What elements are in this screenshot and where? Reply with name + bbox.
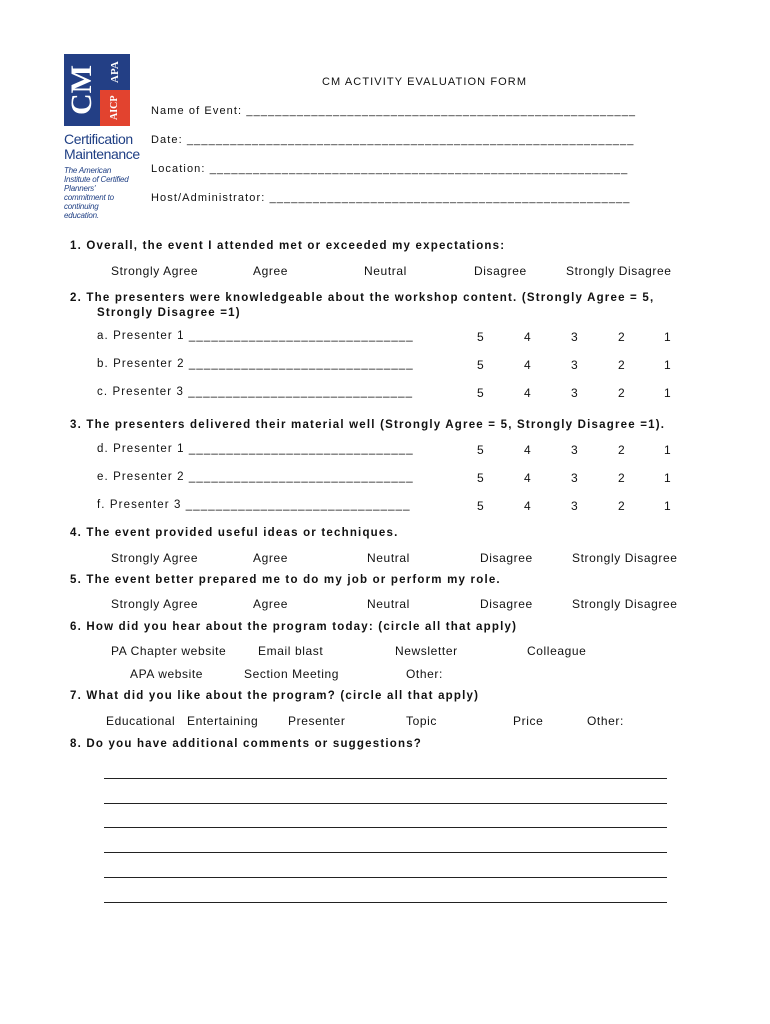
q3-p2-rating-2[interactable]: 2 — [618, 471, 625, 485]
q2-p2-rating-4[interactable]: 4 — [524, 358, 531, 372]
question-2-continued: Strongly Disagree =1) — [97, 307, 241, 319]
q3-p2-rating-1[interactable]: 1 — [664, 471, 671, 485]
q4-option-strongly-disagree[interactable]: Strongly Disagree — [572, 551, 678, 565]
q4-option-strongly-agree[interactable]: Strongly Agree — [111, 551, 199, 565]
q1-option-neutral[interactable]: Neutral — [364, 264, 407, 278]
question-5: 5. The event better prepared me to do my job or perform my role. — [70, 574, 501, 586]
q2-p1-rating-5[interactable]: 5 — [477, 330, 484, 344]
q2-p3-rating-5[interactable]: 5 — [477, 386, 484, 400]
comment-line-6[interactable] — [104, 902, 667, 903]
question-3: 3. The presenters delivered their material well (Strongly Agree = 5, Strongly Disagree =1). — [70, 419, 666, 431]
q2-p1-rating-2[interactable]: 2 — [618, 330, 625, 344]
q3-p1-rating-2[interactable]: 2 — [618, 443, 625, 457]
comment-line-3[interactable] — [104, 827, 667, 828]
q5-option-strongly-disagree[interactable]: Strongly Disagree — [572, 597, 678, 611]
q6-option-colleague[interactable]: Colleague — [527, 644, 587, 658]
q3-p3-rating-2[interactable]: 2 — [618, 499, 625, 513]
q6-option-section-meeting[interactable]: Section Meeting — [244, 667, 340, 681]
q3-p2-rating-4[interactable]: 4 — [524, 471, 531, 485]
q2-p3-rating-2[interactable]: 2 — [618, 386, 625, 400]
q3-p3-rating-3[interactable]: 3 — [571, 499, 578, 513]
q2-p2-rating-5[interactable]: 5 — [477, 358, 484, 372]
q7-option-educational[interactable]: Educational — [106, 714, 176, 728]
logo-aicp-text: AICP — [100, 90, 130, 126]
q1-option-agree[interactable]: Agree — [253, 264, 289, 278]
q6-option-apa-website[interactable]: APA website — [130, 667, 204, 681]
field-location[interactable]: Location: __________________________________________________________ — [151, 163, 629, 175]
q4-option-disagree[interactable]: Disagree — [480, 551, 533, 565]
q2-p2-rating-3[interactable]: 3 — [571, 358, 578, 372]
field-host-administrator[interactable]: Host/Administrator: __________________________________________________ — [151, 192, 631, 204]
q7-option-topic[interactable]: Topic — [406, 714, 438, 728]
q6-option-email-blast[interactable]: Email blast — [258, 644, 324, 658]
q3-p1-rating-3[interactable]: 3 — [571, 443, 578, 457]
logo-cert-line2: Maintenance — [64, 146, 140, 162]
q3-p2-rating-3[interactable]: 3 — [571, 471, 578, 485]
q2-p3-rating-1[interactable]: 1 — [664, 386, 671, 400]
question-8: 8. Do you have additional comments or suggestions? — [70, 738, 423, 750]
q2-p1-rating-1[interactable]: 1 — [664, 330, 671, 344]
q3-p2-rating-5[interactable]: 5 — [477, 471, 484, 485]
q7-option-price[interactable]: Price — [513, 714, 544, 728]
q6-option-pa-chapter-website[interactable]: PA Chapter website — [111, 644, 227, 658]
comment-line-1[interactable] — [104, 778, 667, 779]
q3-p1-rating-4[interactable]: 4 — [524, 443, 531, 457]
q2-p2-rating-1[interactable]: 1 — [664, 358, 671, 372]
q3-p3-rating-4[interactable]: 4 — [524, 499, 531, 513]
q2-p1-rating-3[interactable]: 3 — [571, 330, 578, 344]
q2-p3-rating-3[interactable]: 3 — [571, 386, 578, 400]
q5-option-neutral[interactable]: Neutral — [367, 597, 410, 611]
question-6: 6. How did you hear about the program today: (circle all that apply) — [70, 621, 518, 633]
q2-presenter-1[interactable]: a. Presenter 1 ______________________________ — [97, 330, 414, 342]
q5-option-agree[interactable]: Agree — [253, 597, 289, 611]
q3-p1-rating-1[interactable]: 1 — [664, 443, 671, 457]
question-1: 1. Overall, the event I attended met or exceeded my expectations: — [70, 240, 506, 252]
q3-presenter-2[interactable]: e. Presenter 2 ______________________________ — [97, 471, 414, 483]
q2-p1-rating-4[interactable]: 4 — [524, 330, 531, 344]
q1-option-strongly-disagree[interactable]: Strongly Disagree — [566, 264, 672, 278]
question-4: 4. The event provided useful ideas or techniques. — [70, 527, 399, 539]
q1-option-strongly-agree[interactable]: Strongly Agree — [111, 264, 199, 278]
q3-presenter-1[interactable]: d. Presenter 1 ______________________________ — [97, 443, 414, 455]
q2-p3-rating-4[interactable]: 4 — [524, 386, 531, 400]
q5-option-disagree[interactable]: Disagree — [480, 597, 533, 611]
q7-option-entertaining[interactable]: Entertaining — [187, 714, 259, 728]
logo-cert-line1: Certification — [64, 131, 133, 147]
q4-option-neutral[interactable]: Neutral — [367, 551, 410, 565]
logo-cm-text: CM — [65, 65, 98, 115]
comment-line-5[interactable] — [104, 877, 667, 878]
q3-presenter-3[interactable]: f. Presenter 3 ______________________________ — [97, 499, 411, 511]
q7-option-other[interactable]: Other: — [587, 714, 624, 728]
logo-certification-text — [64, 132, 140, 162]
logo-tagline: The American Institute of Certified Planners' commitment to continuing education. — [64, 166, 129, 220]
q7-option-presenter[interactable]: Presenter — [288, 714, 346, 728]
field-name-of-event[interactable]: Name of Event: ______________________________________________________ — [151, 105, 637, 117]
question-2: 2. The presenters were knowledgeable about the workshop content. (Strongly Agree = 5, — [70, 292, 655, 304]
form-title: CM ACTIVITY EVALUATION FORM — [322, 76, 528, 88]
q2-p2-rating-2[interactable]: 2 — [618, 358, 625, 372]
question-7: 7. What did you like about the program? (circle all that apply) — [70, 690, 480, 702]
q2-presenter-2[interactable]: b. Presenter 2 ______________________________ — [97, 358, 414, 370]
comment-line-2[interactable] — [104, 803, 667, 804]
q5-option-strongly-agree[interactable]: Strongly Agree — [111, 597, 199, 611]
q3-p3-rating-1[interactable]: 1 — [664, 499, 671, 513]
field-date[interactable]: Date: ______________________________________________________________ — [151, 134, 635, 146]
q3-p3-rating-5[interactable]: 5 — [477, 499, 484, 513]
q6-option-newsletter[interactable]: Newsletter — [395, 644, 458, 658]
logo-apa-text: APA — [100, 54, 130, 90]
q2-presenter-3[interactable]: c. Presenter 3 ______________________________ — [97, 386, 414, 398]
comment-line-4[interactable] — [104, 852, 667, 853]
q3-p1-rating-5[interactable]: 5 — [477, 443, 484, 457]
q6-option-other[interactable]: Other: — [406, 667, 443, 681]
q1-option-disagree[interactable]: Disagree — [474, 264, 527, 278]
cm-apa-aicp-logo — [64, 54, 140, 220]
q4-option-agree[interactable]: Agree — [253, 551, 289, 565]
